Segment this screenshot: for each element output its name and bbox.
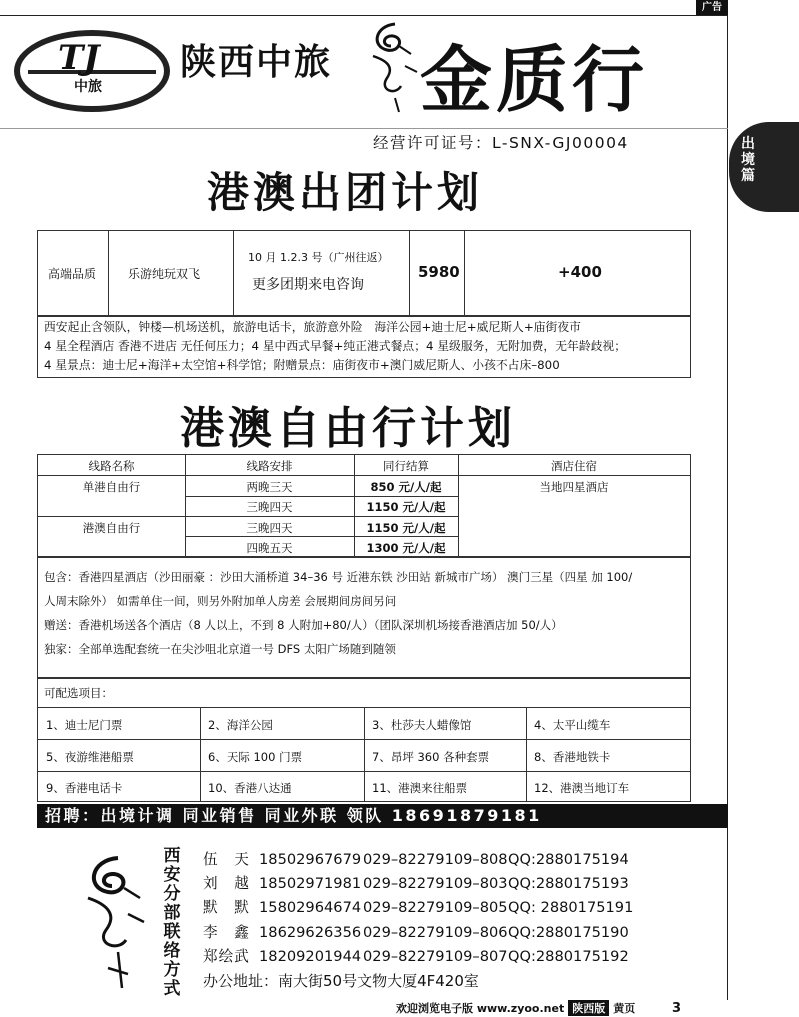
route-price: 1150 元/人/起	[366, 500, 446, 514]
footer-site[interactable]: 欢迎浏览电子版 www.zyoo.net	[396, 1002, 565, 1015]
option-item: 7、昂坪 360 各种套票	[372, 750, 490, 764]
route-plan: 四晚五天	[246, 541, 293, 555]
contact-mobile: 18502967679	[259, 851, 362, 868]
contact-mobile: 18629626356	[259, 923, 362, 941]
side-rule	[727, 15, 728, 1000]
footer-section: 黄页	[613, 1002, 636, 1015]
contact-row	[203, 872, 633, 896]
header-separator	[0, 128, 728, 129]
license-number: 经营许可证号：L-SNX-GJ00004	[373, 134, 629, 152]
header-hotel: 酒店住宿	[551, 459, 597, 473]
contact-qq: QQ:2880175190	[508, 923, 629, 941]
contact-name: 郑绘武	[203, 947, 250, 965]
option-item: 4、太平山缆车	[534, 718, 611, 732]
tour-price: 5980	[418, 263, 460, 281]
contact-qq: QQ:2880175193	[508, 875, 629, 893]
tour-more-dates: 更多团期来电咨询	[252, 277, 364, 293]
contact-qq: QQ:2880175194	[508, 851, 629, 868]
option-item: 5、夜游维港船票	[46, 750, 134, 764]
route-plan: 三晚四天	[246, 500, 293, 514]
top-rule	[0, 15, 728, 16]
contact-row	[203, 921, 633, 945]
free-travel-table	[37, 454, 691, 557]
tour-notes	[37, 316, 691, 378]
office-address: 办公地址：南大街50号文物大厦4F420室	[203, 972, 479, 991]
signature-emblem-icon	[78, 848, 150, 998]
hotel-info: 当地四星酒店	[539, 480, 609, 494]
package-line: 人周末除外） 如需单住一间，则另外附加单人房差 会展期间房间另问	[44, 594, 397, 608]
footer	[396, 1000, 635, 1016]
contact-name: 李 鑫	[203, 923, 250, 941]
package-line: 独家：全部单选配套统一在尖沙咀北京道一号 DFS 太阳广场随到随领	[44, 642, 396, 656]
contact-tel: 029–82279109–808	[363, 851, 508, 868]
header-route-plan: 线路安排	[246, 459, 293, 473]
route-price: 1150 元/人/起	[366, 521, 446, 535]
option-item: 6、天际 100 门票	[208, 750, 303, 764]
option-item: 11、港澳来往船票	[372, 781, 468, 795]
package-line: 包含：香港四星酒店（沙田丽豪 ：沙田大涌桥道 34–36 号 近港东铁 沙田站 新城市广场） 澳门三星（四星 加 100/	[44, 570, 633, 584]
package-details	[37, 557, 691, 678]
tour-note: 4 星景点：迪士尼+海洋+太空馆+科学馆；附赠景点：庙街夜市+澳门威尼斯人、小孩不占床–800	[44, 358, 560, 372]
tour-note: 4 星全程酒店 香港不进店 无任何压力；4 星中西式早餐+纯正港式餐点；4 星级服务，无附加费，无年龄歧视；	[44, 339, 627, 353]
section2-title: 港澳自由行计划	[180, 403, 516, 454]
brand-name: 陕西中旅	[180, 42, 333, 83]
contact-qq: QQ:2880175192	[508, 947, 629, 965]
options-header: 可配选项目：	[44, 686, 113, 700]
option-item: 8、香港地铁卡	[534, 750, 611, 764]
section-tab	[729, 122, 799, 212]
brand-luxury-title: 金质行	[420, 37, 649, 122]
recruitment-banner: 招聘：出境计调 同业销售 同业外联 领队 18691879181	[37, 804, 728, 828]
option-item: 9、香港电话卡	[46, 781, 123, 795]
package-line: 赠送：香港机场送各个酒店（8 人以上，不到 8 人附加+80/人）（团队深圳机场接香港酒店加 50/人）	[44, 618, 563, 632]
contact-mobile: 18209201944	[259, 947, 362, 965]
route-plan: 三晚四天	[246, 521, 293, 535]
route-plan: 两晚三天	[246, 480, 293, 494]
company-logo	[14, 30, 170, 112]
contact-list	[203, 848, 633, 993]
contact-name: 默 默	[203, 899, 250, 917]
option-item: 12、港澳当地订车	[534, 781, 630, 795]
route-name: 港澳自由行	[82, 521, 141, 535]
contact-row	[203, 945, 633, 969]
option-item: 10、香港八达通	[208, 781, 292, 795]
route-price: 850 元/人/起	[370, 480, 442, 494]
tour-table	[37, 230, 691, 316]
logo-letters: TJ	[58, 38, 100, 78]
header-route-name: 线路名称	[88, 459, 135, 473]
contact-row	[203, 896, 633, 920]
tour-product: 乐游纯玩双飞	[128, 267, 201, 281]
contact-qq: QQ: 2880175191	[508, 899, 634, 917]
tour-quality: 高端品质	[48, 267, 97, 281]
tour-addon: +400	[558, 263, 602, 281]
ad-tag: 广告	[696, 0, 728, 16]
contact-row	[203, 848, 633, 872]
logo-small-text: 中旅	[74, 79, 102, 95]
signature-emblem-icon	[365, 16, 425, 116]
contact-mobile: 15802964674	[259, 899, 362, 917]
branch-title: 西安分部联络方式	[163, 846, 181, 999]
tour-note: 西安起止含领队，钟楼—机场送机，旅游电话卡，旅游意外险 海洋公园+迪士尼+威尼斯人+庙街夜市	[44, 320, 581, 334]
section-tab-label: 出境篇	[741, 136, 755, 184]
contact-tel: 029–82279109–803	[363, 875, 508, 893]
page-number: 3	[672, 1001, 682, 1016]
optional-items-table	[37, 678, 691, 802]
option-item: 3、杜莎夫人蜡像馆	[372, 718, 472, 732]
contact-name: 刘 越	[203, 875, 250, 893]
route-price: 1300 元/人/起	[366, 541, 446, 555]
contact-tel: 029–82279109–807	[363, 947, 508, 965]
section1-title: 港澳出团计划	[207, 168, 484, 217]
contact-name: 伍 天	[203, 851, 250, 868]
tour-dates: 10 月 1.2.3 号（广州往返）	[248, 251, 389, 264]
header-settlement: 同行结算	[383, 459, 429, 473]
contact-mobile: 18502971981	[259, 875, 362, 893]
contact-tel: 029–82279109–805	[363, 899, 508, 917]
option-item: 2、海洋公园	[208, 718, 273, 732]
contact-tel: 029–82279109–806	[363, 923, 508, 941]
route-name: 单港自由行	[82, 480, 141, 494]
footer-badge: 陕西版	[568, 1000, 609, 1016]
option-item: 1、迪士尼门票	[46, 718, 123, 732]
